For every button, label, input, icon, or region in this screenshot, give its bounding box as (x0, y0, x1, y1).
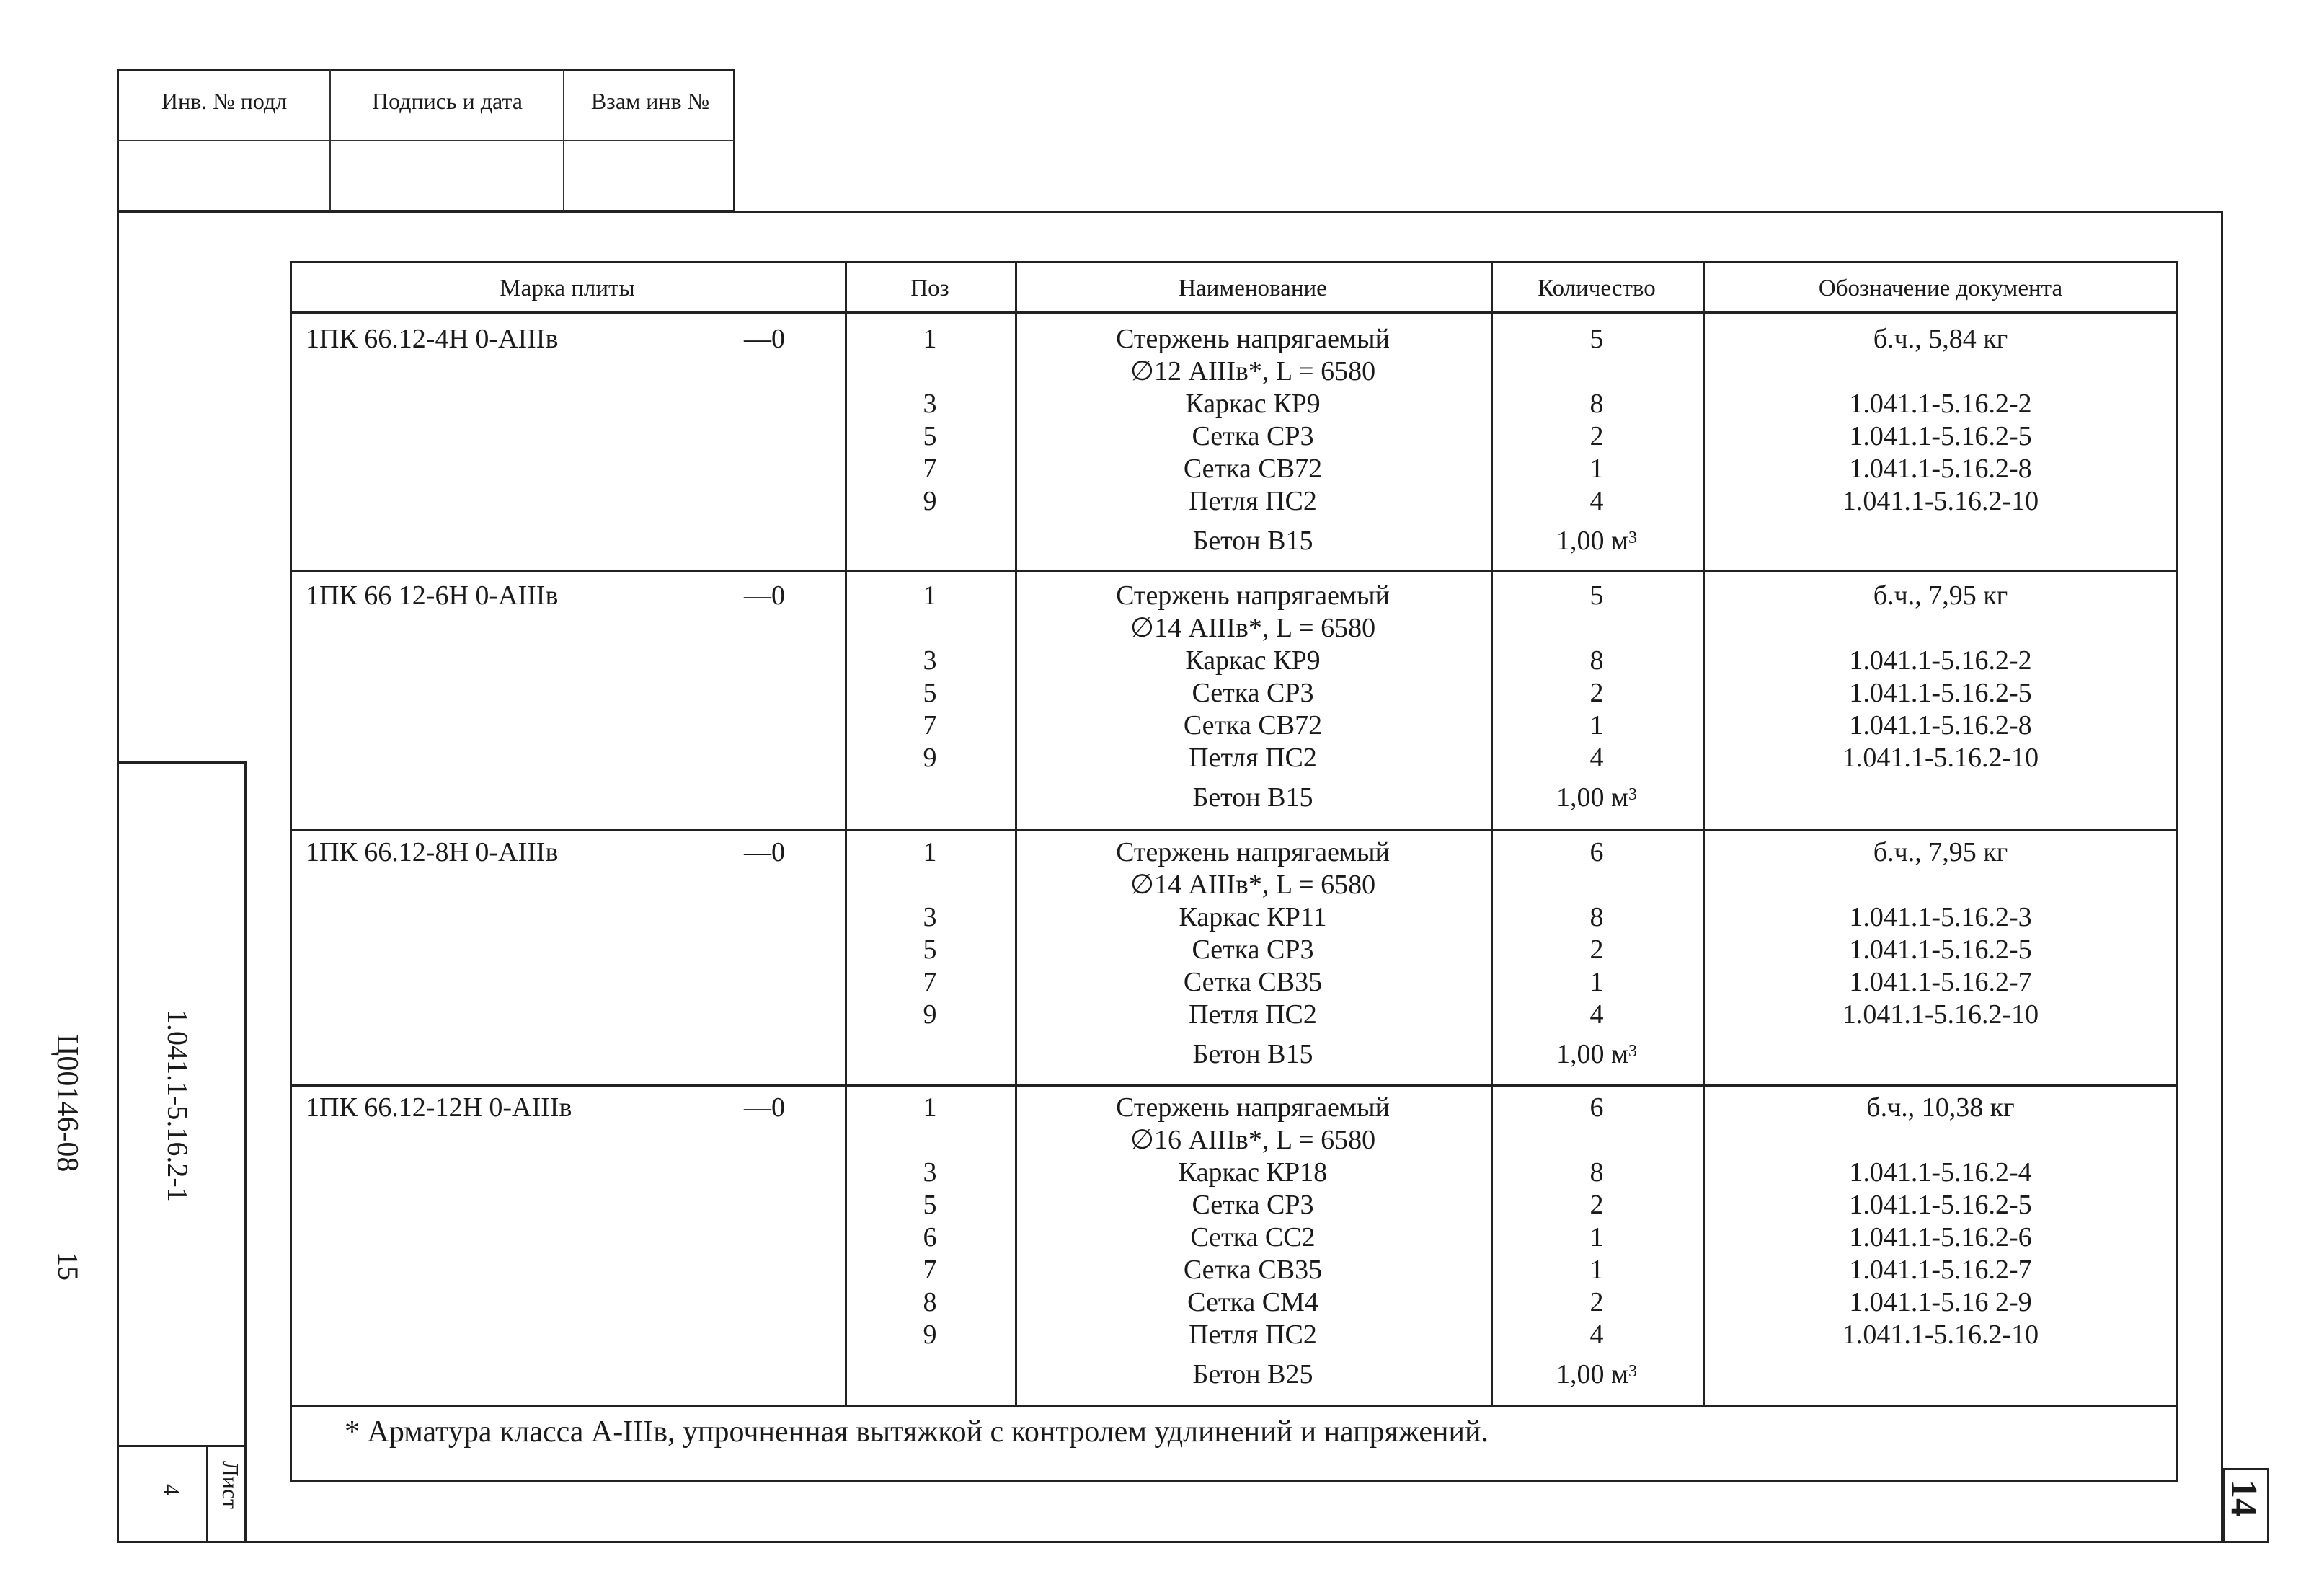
cell-doc: 1.041.1-5.16.2-5 (1849, 934, 2032, 965)
header-doc: Обозначение документа (1818, 275, 2063, 301)
cell-doc: 1.041.1-5.16.2-10 (1842, 486, 2039, 516)
concrete-volume: 1,00 м (1556, 526, 1629, 556)
cell-pos: 7 (923, 454, 937, 484)
cell-name: Петля ПС2 (1189, 486, 1317, 516)
cell-name: Петля ПС2 (1189, 1320, 1317, 1350)
cell-pos: 9 (923, 486, 937, 516)
footnote: * Арматура класса А-IIIв, упрочненная вытяжкой с контролем удлинений и напряжений. (345, 1415, 1489, 1449)
cell-qty: 2 (1589, 1190, 1604, 1220)
sheet-number: 4 (159, 1484, 185, 1495)
cell-name: Сетка СВ35 (1183, 967, 1323, 997)
cell-name: ∅12 АIIIв*, L = 6580 (1130, 356, 1376, 386)
cell-doc: 1.041.1-5.16.2-7 (1849, 967, 2032, 997)
plate-mark: 1ПК 66.12-12Н 0-АIIIв (306, 1092, 572, 1123)
cell-name: Каркас КР11 (1179, 902, 1327, 932)
cell-name: Стержень напрягаемый (1116, 1092, 1390, 1123)
cell-qty: 5 (1589, 580, 1604, 611)
cell-pos: 5 (923, 678, 937, 708)
cell-qty: 4 (1589, 486, 1604, 516)
cell-name: Каркас КР18 (1178, 1157, 1328, 1188)
cell-qty: 2 (1589, 421, 1604, 451)
cell-name: ∅14 АIIIв*, L = 6580 (1130, 613, 1376, 643)
stamp-header-replace-inv: Взам инв № (590, 88, 710, 114)
cell-name: ∅14 АIIIв*, L = 6580 (1130, 870, 1376, 900)
concrete-qty (1491, 1038, 1703, 1071)
cell-doc: б.ч., 7,95 кг (1873, 837, 2008, 867)
cell-name: Сетка СМ4 (1187, 1287, 1318, 1317)
cell-name: ∅16 АIIIв*, L = 6580 (1130, 1125, 1376, 1155)
cell-name: Сетка СР3 (1192, 421, 1314, 451)
unit-exponent: 3 (1628, 1362, 1638, 1381)
cell-doc: 1.041.1-5.16.2-3 (1849, 902, 2032, 932)
cell-pos: 8 (923, 1287, 937, 1317)
cell-name: Сетка СВ72 (1183, 454, 1323, 484)
cell-name: Сетка СВ35 (1183, 1255, 1323, 1285)
cell-pos: 3 (923, 645, 937, 676)
cell-doc: 1.041.1-5.16.2-5 (1849, 1190, 2032, 1220)
cell-name: Сетка СВ72 (1183, 710, 1323, 741)
plate-mark: 1ПК 66.12-8Н 0-АIIIв (306, 837, 559, 867)
header-pos: Поз (910, 275, 949, 301)
cell-doc: 1.041.1-5.16.2-7 (1849, 1255, 2032, 1285)
cell-pos: 9 (923, 999, 937, 1030)
cell-name: Стержень напрягаемый (1116, 324, 1390, 354)
cell-qty: 4 (1589, 743, 1604, 773)
cell-name: Каркас КР9 (1185, 389, 1321, 419)
cell-qty: 1 (1589, 1222, 1604, 1252)
stamp-header-signature-date: Подпись и дата (372, 88, 523, 114)
cell-qty: 2 (1589, 1287, 1604, 1317)
plate-mark-suffix: —0 (744, 580, 785, 611)
header-qty: Количество (1538, 275, 1656, 301)
concrete-qty (1491, 1358, 1703, 1391)
cell-pos: 5 (923, 934, 937, 965)
plate-mark-suffix: —0 (744, 1092, 785, 1123)
concrete-qty (1491, 782, 1703, 814)
concrete-volume: 1,00 м (1556, 1039, 1629, 1069)
plate-mark: 1ПК 66 12-6Н 0-АIIIв (306, 580, 559, 611)
cell-qty: 4 (1589, 1320, 1604, 1350)
cell-pos: 7 (923, 967, 937, 997)
cell-qty: 1 (1589, 1255, 1604, 1285)
cell-qty: 8 (1589, 645, 1604, 676)
header-name: Наименование (1179, 275, 1327, 301)
cell-doc: 1.041.1-5.16.2-2 (1849, 645, 2032, 676)
page-number: 14 (2223, 1480, 2264, 1517)
cell-pos: 1 (923, 837, 937, 867)
cell-pos: 6 (923, 1222, 937, 1252)
cell-doc: 1.041.1-5.16.2-6 (1849, 1222, 2032, 1252)
cell-qty: 2 (1589, 934, 1604, 965)
concrete-name: Бетон В15 (1192, 1039, 1313, 1069)
cell-qty: 2 (1589, 678, 1604, 708)
cell-pos: 1 (923, 580, 937, 611)
cell-qty: 1 (1589, 967, 1604, 997)
cell-qty: 6 (1589, 837, 1604, 867)
unit-exponent: 3 (1628, 529, 1638, 547)
cell-name: Сетка СР3 (1192, 678, 1314, 708)
cell-qty: 8 (1589, 389, 1604, 419)
cell-qty: 4 (1589, 999, 1604, 1030)
cell-doc: 1.041.1-5.16.2-4 (1849, 1157, 2032, 1188)
cell-pos: 7 (923, 710, 937, 741)
sheet-label: Лист (218, 1461, 244, 1510)
concrete-name: Бетон В25 (1192, 1359, 1313, 1389)
cell-pos: 3 (923, 389, 937, 419)
concrete-volume: 1,00 м (1556, 782, 1629, 813)
cell-doc: б.ч., 7,95 кг (1873, 580, 2008, 611)
header-mark: Марка плиты (500, 275, 635, 301)
concrete-qty (1491, 525, 1703, 557)
cell-doc: 1.041.1-5.16.2-10 (1842, 1320, 2039, 1350)
cell-qty: 1 (1589, 454, 1604, 484)
cell-doc: 1.041.1-5.16.2-8 (1849, 454, 2032, 484)
plate-mark-suffix: —0 (744, 837, 785, 867)
cell-pos: 7 (923, 1255, 937, 1285)
cell-name: Петля ПС2 (1189, 999, 1317, 1030)
plate-mark-suffix: —0 (744, 324, 785, 354)
unit-exponent: 3 (1628, 785, 1638, 804)
plate-mark: 1ПК 66.12-4Н 0-АIIIв (306, 324, 559, 354)
archive-page: 15 (52, 1252, 84, 1281)
concrete-volume: 1,00 м (1556, 1359, 1629, 1389)
cell-name: Сетка СС2 (1190, 1222, 1316, 1252)
cell-qty: 6 (1589, 1092, 1604, 1123)
side-doc-code: 1.041.1-5.16.2-1 (161, 1009, 194, 1202)
cell-name: Сетка СР3 (1192, 1190, 1314, 1220)
concrete-name: Бетон В15 (1192, 526, 1313, 556)
cell-pos: 5 (923, 1190, 937, 1220)
cell-doc: б.ч., 10,38 кг (1866, 1092, 2015, 1123)
cell-doc: 1.041.1-5.16.2-8 (1849, 710, 2032, 741)
cell-name: Каркас КР9 (1185, 645, 1321, 676)
cell-qty: 1 (1589, 710, 1604, 741)
cell-doc: б.ч., 5,84 кг (1873, 324, 2008, 354)
archive-code: Ц00146-08 (50, 1034, 84, 1172)
cell-doc: 1.041.1-5.16.2-10 (1842, 743, 2039, 773)
unit-exponent: 3 (1628, 1042, 1638, 1061)
cell-pos: 3 (923, 902, 937, 932)
cell-name: Стержень напрягаемый (1116, 837, 1390, 867)
concrete-name: Бетон В15 (1192, 782, 1313, 813)
cell-name: Петля ПС2 (1189, 743, 1317, 773)
cell-pos: 1 (923, 1092, 937, 1123)
cell-name: Стержень напрягаемый (1116, 580, 1390, 611)
stamp-header-inv-no: Инв. № подл (161, 88, 288, 114)
cell-pos: 3 (923, 1157, 937, 1188)
cell-doc: 1.041.1-5.16.2-5 (1849, 421, 2032, 451)
cell-qty: 5 (1589, 324, 1604, 354)
cell-doc: 1.041.1-5.16.2-10 (1842, 999, 2039, 1030)
cell-qty: 8 (1589, 902, 1604, 932)
cell-qty: 8 (1589, 1157, 1604, 1188)
cell-doc: 1.041.1-5.16.2-5 (1849, 678, 2032, 708)
cell-name: Сетка СР3 (1192, 934, 1314, 965)
cell-pos: 1 (923, 324, 937, 354)
cell-doc: 1.041.1-5.16.2-2 (1849, 389, 2032, 419)
cell-pos: 9 (923, 743, 937, 773)
cell-pos: 5 (923, 421, 937, 451)
cell-doc: 1.041.1-5.16 2-9 (1849, 1287, 2032, 1317)
cell-pos: 9 (923, 1320, 937, 1350)
